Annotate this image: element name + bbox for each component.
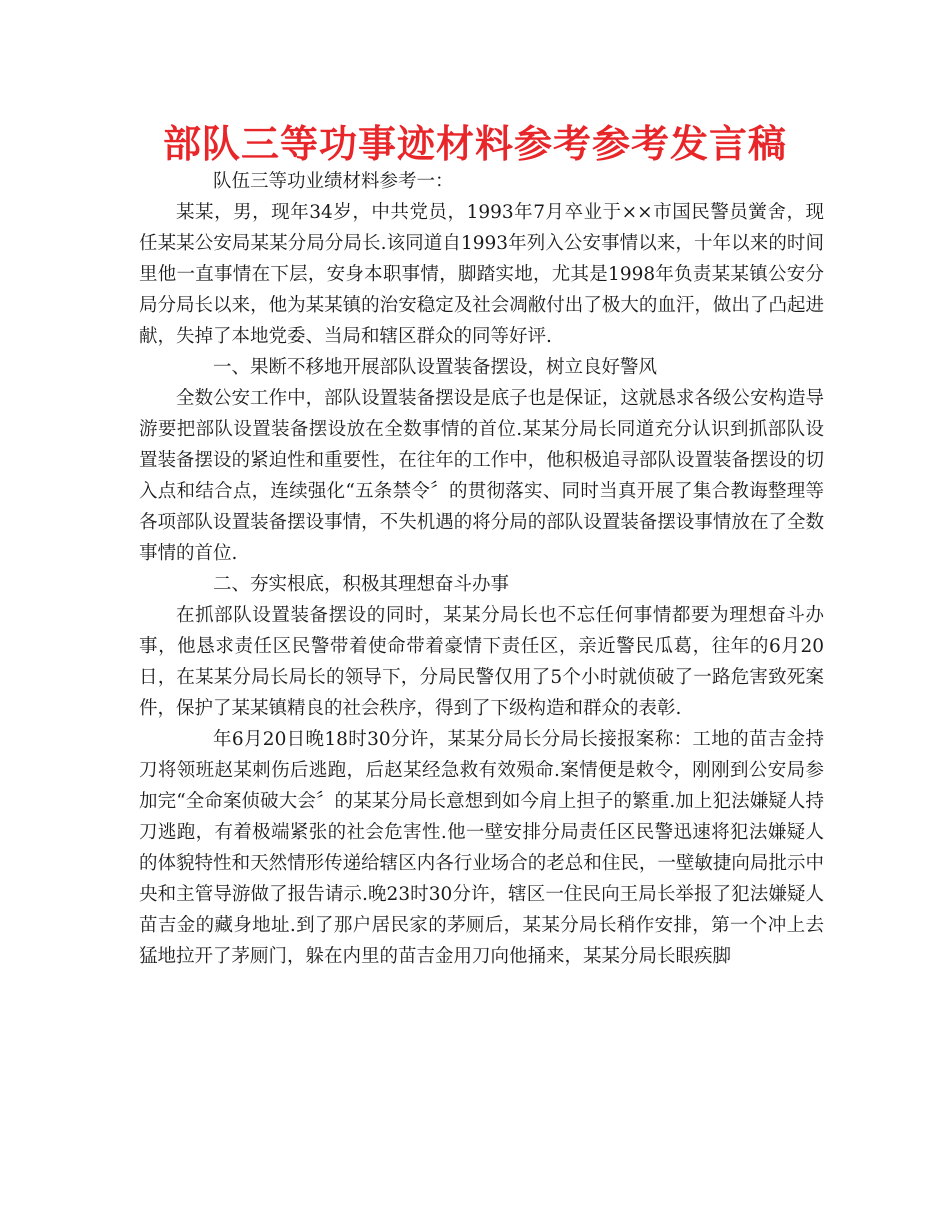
section-heading: 一、果断不移地开展部队设置装备摆设，树立良好警风 [213,357,658,378]
intro-line: 队伍三等功业绩材料参考一： [213,171,454,192]
body-paragraph: 某某，男，现年34岁，中共党员，1993年7月卒业于××市国民警员黉舍，现任某某公安局某某分局分局长.该同道自1993年列入公安事情以来，十年以来的时间里他一直事情在下层，安身本职事情，脚踏实地，尤其是1998年负责某某镇公安分局分局长以来，他为某某镇的治安稳定及社会凋敝付出了极大的血汗，做出了凸起进献，失掉了本地党委、当局和辖区群众的同等好评. [139,202,824,347]
section-heading: 二、夯实根底，积极其理想奋斗办事 [213,574,510,595]
document-title: 部队三等功事迹材料参考参考发言稿 [162,122,787,166]
document-body [139,166,824,972]
body-paragraph: 全数公安工作中，部队设置装备摆设是底子也是保证，这就恳求各级公安构造导游要把部队设置装备摆设放在全数事情的首位.某某分局长同道充分认识到抓部队设置装备摆设的紧迫性和重要性，在往年的工作中，他积极追寻部队设置装备摆设的切入点和结合点，连续强化“五条禁令〞的贯彻落实、同时当真开展了集合教诲整理等各项部队设置装备摆设事情，不失机遇的将分局的部队设置装备摆设事情放在了全数事情的首位. [139,388,824,564]
body-paragraph: 在抓部队设置装备摆设的同时，某某分局长也不忘任何事情都要为理想奋斗办事，他恳求责任区民警带着使命带着豪情下责任区，亲近警民瓜葛，往年的6月20日，在某某分局长局长的领导下，分局民警仅用了5个小时就侦破了一路危害致死案件，保护了某某镇精良的社会秩序，得到了下级构造和群众的表彰. [139,605,824,719]
body-paragraph: 年6月20日晚18时30分许，某某分局长分局长接报案称：工地的苗吉金持刀将领班赵某刺伤后逃跑，后赵某经急救有效殒命.案情便是敕令，刚刚到公安局参加完“全命案侦破大会〞的某某分局长意想到如今肩上担子的繁重.加上犯法嫌疑人持刀逃跑，有着极端紧张的社会危害性.他一壁安排分局责任区民警迅速将犯法嫌疑人的体貌特性和天然情形传递给辖区内各行业场合的老总和住民，一壁敏捷向局批示中央和主管导游做了报告请示.晚23时30分许，辖区一住民向王局长举报了犯法嫌疑人苗吉金的藏身地址.到了那户居民家的茅厕后，某某分局长稍作安排，第一个冲上去猛地拉开了茅厕门，躲在内里的苗吉金用刀向他捅来，某某分局长眼疾脚 [139,729,824,967]
